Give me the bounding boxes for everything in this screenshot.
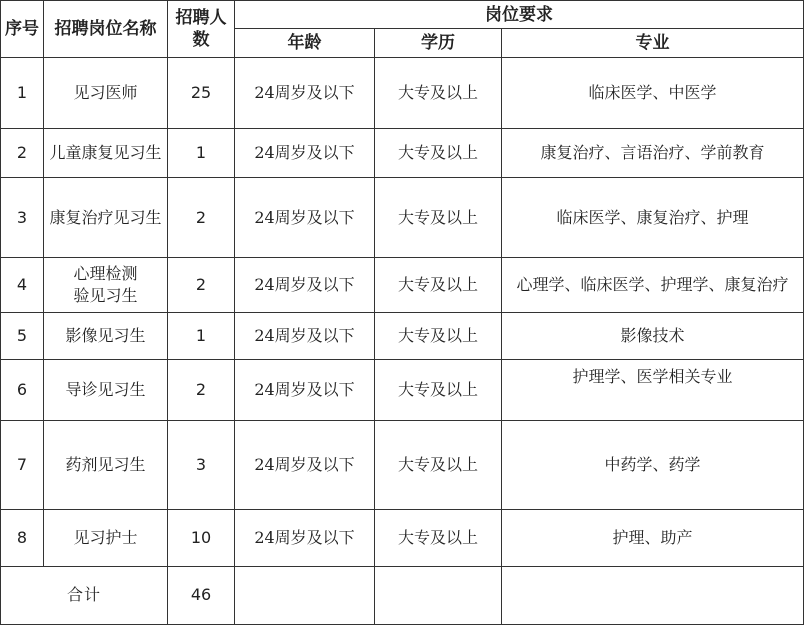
row-education: 大专及以上 [375, 258, 502, 313]
header-age: 年龄 [235, 29, 375, 58]
row-education: 大专及以上 [375, 509, 502, 566]
row-education: 大专及以上 [375, 178, 502, 258]
row-major: 护理学、医学相关专业 [502, 359, 804, 420]
row-seq: 3 [1, 178, 44, 258]
row-major: 康复治疗、言语治疗、学前教育 [502, 129, 804, 178]
total-row [1, 566, 804, 624]
row-post-name: 见习护士 [44, 509, 168, 566]
row-seq: 1 [1, 58, 44, 129]
row-major: 护理、助产 [502, 509, 804, 566]
header-requirements: 岗位要求 [235, 1, 804, 29]
row-headcount: 10 [168, 509, 235, 566]
table-row [1, 58, 804, 129]
empty-cell [502, 566, 804, 624]
row-major: 临床医学、康复治疗、护理 [502, 178, 804, 258]
header-post-name: 招聘岗位名称 [44, 1, 168, 58]
row-post-name: 药剂见习生 [44, 420, 168, 509]
table-row [1, 313, 804, 359]
row-major: 影像技术 [502, 313, 804, 359]
row-post-name: 导诊见习生 [44, 359, 168, 420]
row-seq: 6 [1, 359, 44, 420]
row-post-name: 心理检测验见习生 [44, 258, 168, 313]
row-seq: 7 [1, 420, 44, 509]
header-major: 专业 [502, 29, 804, 58]
row-age: 24周岁及以下 [235, 129, 375, 178]
row-post-name: 儿童康复见习生 [44, 129, 168, 178]
row-post-name: 康复治疗见习生 [44, 178, 168, 258]
row-headcount: 2 [168, 258, 235, 313]
row-age: 24周岁及以下 [235, 420, 375, 509]
row-seq: 2 [1, 129, 44, 178]
row-age: 24周岁及以下 [235, 258, 375, 313]
row-age: 24周岁及以下 [235, 509, 375, 566]
header-seq: 序号 [1, 1, 44, 58]
empty-cell [375, 566, 502, 624]
row-education: 大专及以上 [375, 58, 502, 129]
row-seq: 4 [1, 258, 44, 313]
row-headcount: 1 [168, 129, 235, 178]
empty-cell [235, 566, 375, 624]
row-headcount: 2 [168, 178, 235, 258]
row-post-name: 见习医师 [44, 58, 168, 129]
row-headcount: 2 [168, 359, 235, 420]
row-education: 大专及以上 [375, 313, 502, 359]
row-seq: 8 [1, 509, 44, 566]
row-education: 大专及以上 [375, 420, 502, 509]
header-headcount: 招聘人数 [168, 1, 235, 58]
row-headcount: 1 [168, 313, 235, 359]
row-age: 24周岁及以下 [235, 58, 375, 129]
row-age: 24周岁及以下 [235, 359, 375, 420]
table-row [1, 258, 804, 313]
row-education: 大专及以上 [375, 129, 502, 178]
table-row [1, 420, 804, 509]
table-row [1, 509, 804, 566]
row-headcount: 3 [168, 420, 235, 509]
table-row [1, 129, 804, 178]
total-count: 46 [168, 566, 235, 624]
row-major: 临床医学、中医学 [502, 58, 804, 129]
row-age: 24周岁及以下 [235, 313, 375, 359]
table-row [1, 178, 804, 258]
row-major: 心理学、临床医学、护理学、康复治疗 [502, 258, 804, 313]
total-label: 合计 [1, 566, 168, 624]
header-education: 学历 [375, 29, 502, 58]
row-seq: 5 [1, 313, 44, 359]
row-education: 大专及以上 [375, 359, 502, 420]
row-post-name: 影像见习生 [44, 313, 168, 359]
row-age: 24周岁及以下 [235, 178, 375, 258]
row-headcount: 25 [168, 58, 235, 129]
table-row [1, 359, 804, 420]
row-major: 中药学、药学 [502, 420, 804, 509]
